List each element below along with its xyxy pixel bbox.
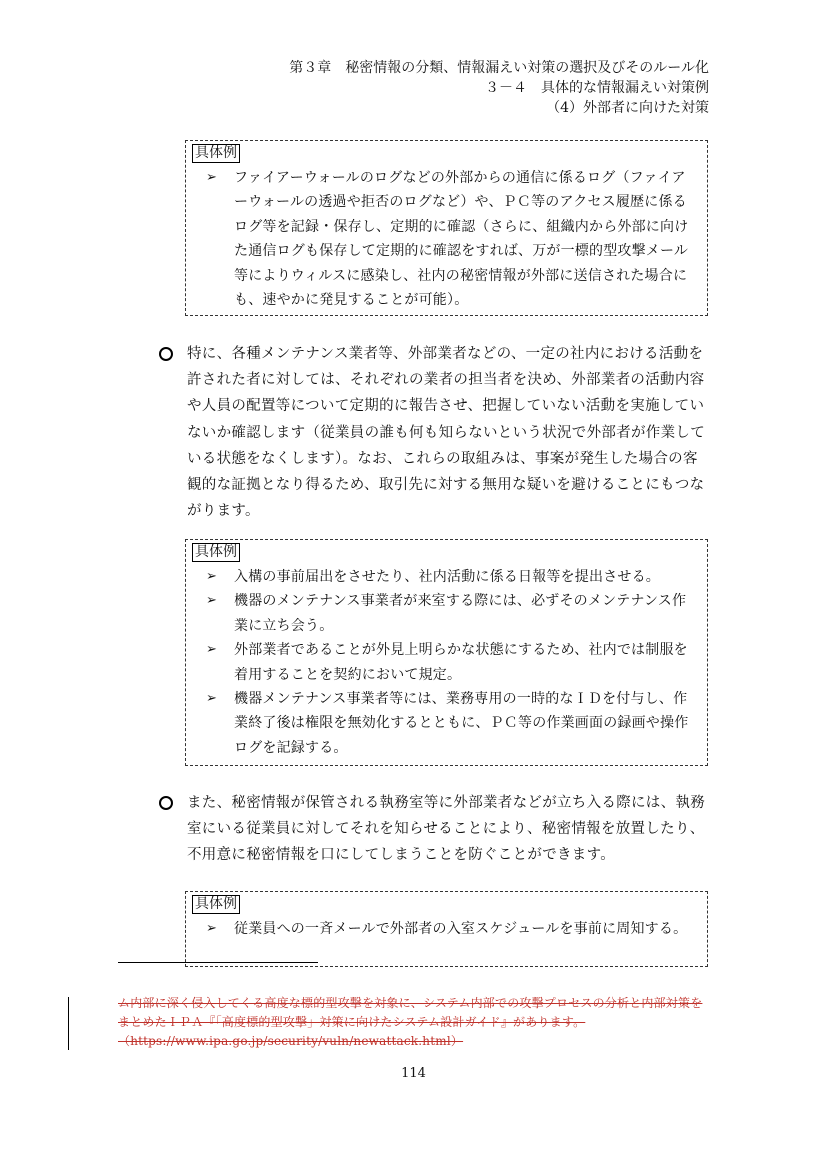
example-item: ➢ 入構の事前届出をさせたり、社内活動に係る日報等を提出させる。	[186, 565, 707, 589]
example-item: ➢ 機器メンテナンス事業者等には、業務専用の一時的なＩＤを付与し、作業終了後は権限を無効化するとともに、ＰＣ等の作業画面の録画や操作ログを記録する。	[186, 687, 707, 760]
page-number: 114	[401, 1066, 426, 1081]
arrow-bullet-icon: ➢	[206, 569, 218, 584]
change-bar	[68, 997, 69, 1050]
example-item: ➢ 従業員への一斉メールで外部者の入室スケジュールを事前に周知する。	[186, 917, 707, 941]
footnote-deleted-text: ム内部に深く侵入してくる高度な標的型攻撃を対象に、システム内部での攻撃プロセスの分析と内部対策をまとめたＩＰＡ『「高度標的型攻撃」対策に向けたシステム設計ガイド』があります。（https://www.ipa.go.jp/security/vuln/newattack.html）	[118, 996, 703, 1048]
example-box-label: 具体例	[192, 144, 240, 163]
arrow-bullet-icon: ➢	[206, 921, 218, 936]
example-item: ➢ 機器のメンテナンス事業者が来室する際には、必ずそのメンテナンス作業に立ち会う。	[186, 589, 707, 638]
running-header	[289, 58, 709, 118]
example-box-label: 具体例	[192, 543, 240, 562]
example-item: ➢ ファイアーウォールのログなどの外部からの通信に係るログ（ファイアーウォールの透過や拒否のログなど）や、ＰＣ等のアクセス履歴に係るログ等を記録・保存し、定期的に確認（さらに、組織内から外部に向けた通信ログも保存して定期的に確認をすれば、万が一標的型攻撃メール等によりウィルスに感染し、社内の秘密情報が外部に送信された場合にも、速やかに発見することが可能）。	[186, 166, 707, 312]
arrow-bullet-icon: ➢	[206, 642, 218, 658]
arrow-bullet-icon: ➢	[206, 593, 218, 609]
circle-bullet-icon	[159, 347, 173, 361]
example-box-label: 具体例	[192, 895, 240, 914]
body-paragraph-2: また、秘密情報が保管される執務室等に外部業者などが立ち入る際には、執務室にいる従業員に対してそれを知らせることにより、秘密情報を放置したり、不用意に秘密情報を口にしてしまうことを防ぐことができます。	[187, 795, 705, 864]
circle-bullet-icon	[159, 796, 173, 810]
arrow-bullet-icon: ➢	[206, 691, 218, 707]
footnote-separator	[118, 962, 318, 963]
arrow-bullet-icon: ➢	[206, 170, 218, 185]
example-box-3	[185, 891, 708, 967]
example-box-2	[185, 539, 708, 766]
example-box-1	[185, 140, 708, 316]
subsection-title: （4）外部者に向けた対策	[546, 100, 709, 116]
example-item: ➢ 外部業者であることが外見上明らかな状態にするため、社内では制服を着用することを契約において規定。	[186, 638, 707, 687]
chapter-title: 第３章 秘密情報の分類、情報漏えい対策の選択及びそのルール化	[289, 60, 709, 76]
section-title: ３－４ 具体的な情報漏えい対策例	[485, 80, 709, 96]
body-paragraph-1: 特に、各種メンテナンス業者等、外部業者などの、一定の社内における活動を許された者に対しては、それぞれの業者の担当者を決め、外部業者の活動内容や人員の配置等について定期的に報告させ、把握していない活動を実施していないか確認します（従業員の誰も何も知らないという状況で外部者が作業している状態をなくします）。なお、これらの取組みは、事案が発生した場合の客観的な証拠となり得るため、取引先に対する無用な疑いを避けることにもつながります。	[187, 346, 705, 520]
